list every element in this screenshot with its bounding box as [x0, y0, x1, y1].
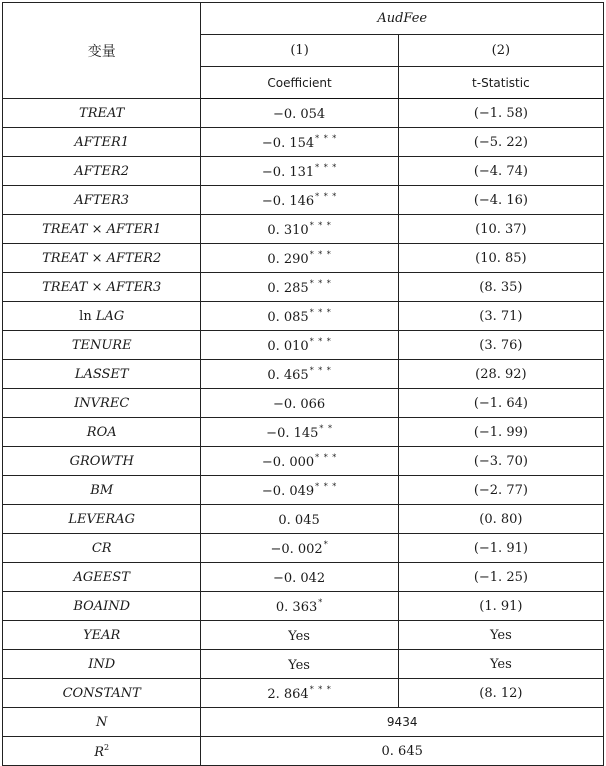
significance-stars: * * *	[309, 365, 332, 375]
variable-name	[3, 650, 201, 679]
coefficient-cell	[201, 128, 398, 157]
coefficient-cell	[201, 157, 398, 186]
table-row	[3, 186, 604, 215]
variable-name-text: AGEEST	[73, 569, 130, 585]
significance-stars: * * *	[309, 307, 332, 317]
coefficient-value: −0. 146	[261, 193, 315, 209]
t-statistic-value: (28. 92)	[398, 360, 603, 389]
variable-name-text: TENURE	[71, 337, 132, 353]
table-body	[3, 99, 604, 708]
variable-name-text: GROWTH	[69, 453, 134, 469]
coefficient-value: 0. 010	[267, 338, 309, 354]
table-row	[3, 331, 604, 360]
coefficient-value: 0. 465	[267, 367, 309, 383]
variable-name-text: AFTER3	[74, 192, 130, 208]
significance-stars: * * *	[315, 452, 338, 462]
footer-row-n	[3, 708, 604, 737]
significance-stars: *	[323, 539, 329, 549]
significance-stars: * * *	[309, 220, 332, 230]
coefficient-cell	[201, 534, 398, 563]
t-statistic-value: (−1. 91)	[398, 534, 603, 563]
t-statistic-value: (10. 37)	[398, 215, 603, 244]
r2-value: 0. 645	[201, 737, 604, 766]
significance-stars: * * *	[309, 336, 332, 346]
table-row	[3, 302, 604, 331]
coefficient-value: Yes	[288, 657, 310, 673]
coefficient-cell	[201, 273, 398, 302]
table-row	[3, 157, 604, 186]
coefficient-value: −0. 042	[272, 570, 326, 586]
coefficient-value: −0. 131	[261, 164, 315, 180]
variable-name	[3, 128, 201, 157]
table-row	[3, 447, 604, 476]
variable-header: 变量	[3, 3, 201, 99]
coefficient-cell	[201, 650, 398, 679]
variable-name	[3, 389, 201, 418]
column-2-number: (2)	[398, 35, 603, 67]
table-row	[3, 476, 604, 505]
table-footer	[3, 708, 604, 766]
t-statistic-value: (3. 76)	[398, 331, 603, 360]
variable-name	[3, 418, 201, 447]
variable-name-text: TREAT × AFTER1	[42, 221, 162, 237]
coefficient-value: 0. 045	[278, 512, 320, 528]
table-row	[3, 418, 604, 447]
significance-stars: * * *	[309, 278, 332, 288]
table-row	[3, 679, 604, 708]
coefficient-cell	[201, 621, 398, 650]
variable-name	[3, 476, 201, 505]
t-statistic-value: Yes	[398, 621, 603, 650]
table-row	[3, 650, 604, 679]
t-statistic-value: (−2. 77)	[398, 476, 603, 505]
coefficient-value: 0. 290	[267, 251, 309, 267]
variable-name	[3, 331, 201, 360]
regression-table-container	[2, 2, 604, 766]
table-row	[3, 389, 604, 418]
variable-name	[3, 592, 201, 621]
coefficient-cell	[201, 563, 398, 592]
variable-name-text: ROA	[86, 424, 117, 440]
variable-name	[3, 186, 201, 215]
coefficient-cell	[201, 302, 398, 331]
variable-name	[3, 621, 201, 650]
coefficient-cell	[201, 418, 398, 447]
t-statistic-value: (−4. 16)	[398, 186, 603, 215]
t-statistic-value: (−5. 22)	[398, 128, 603, 157]
coefficient-cell	[201, 186, 398, 215]
variable-name-text: ln LAG	[79, 308, 125, 324]
t-statistic-value: (−1. 99)	[398, 418, 603, 447]
variable-name	[3, 273, 201, 302]
variable-name-text: IND	[88, 656, 116, 672]
variable-name-text: BM	[90, 482, 114, 498]
t-statistic-value: (−4. 74)	[398, 157, 603, 186]
coefficient-cell	[201, 331, 398, 360]
coefficient-cell	[201, 505, 398, 534]
t-statistic-value: (8. 12)	[398, 679, 603, 708]
variable-name	[3, 679, 201, 708]
coefficient-value: Yes	[288, 628, 310, 644]
variable-name-text: AFTER2	[74, 163, 130, 179]
n-value: 9434	[201, 708, 604, 737]
column-2-label: t-Statistic	[398, 67, 603, 99]
coefficient-cell	[201, 476, 398, 505]
variable-name	[3, 215, 201, 244]
table-row	[3, 621, 604, 650]
variable-name-text: YEAR	[83, 627, 121, 643]
table-row	[3, 244, 604, 273]
significance-stars: * * *	[315, 191, 338, 201]
variable-name	[3, 505, 201, 534]
significance-stars: * * *	[315, 481, 338, 491]
coefficient-value: 0. 363	[275, 599, 318, 615]
n-label: N	[3, 708, 201, 737]
variable-name-text: LASSET	[74, 366, 129, 382]
dependent-variable-header: AudFee	[201, 3, 604, 35]
coefficient-value: −0. 066	[272, 396, 326, 412]
coefficient-value: 2. 864	[267, 686, 309, 702]
variable-name	[3, 534, 201, 563]
table-row	[3, 273, 604, 302]
variable-name-text: TREAT × AFTER3	[42, 279, 162, 295]
t-statistic-value: (0. 80)	[398, 505, 603, 534]
coefficient-value: −0. 145	[266, 425, 319, 441]
variable-name	[3, 244, 201, 273]
coefficient-cell	[201, 389, 398, 418]
variable-name-text: LEVERAG	[68, 511, 135, 527]
coefficient-cell	[201, 244, 398, 273]
table-row	[3, 215, 604, 244]
coefficient-cell	[201, 592, 398, 621]
t-statistic-value: (−1. 25)	[398, 563, 603, 592]
t-statistic-value: (−1. 58)	[398, 99, 603, 128]
t-statistic-value: (1. 91)	[398, 592, 603, 621]
variable-name	[3, 99, 201, 128]
significance-stars: * * *	[315, 133, 338, 143]
coefficient-value: 0. 085	[267, 309, 309, 325]
significance-stars: * * *	[315, 162, 338, 172]
significance-stars: *	[318, 597, 324, 607]
variable-name	[3, 563, 201, 592]
coefficient-value: 0. 310	[267, 222, 309, 238]
coefficient-cell	[201, 215, 398, 244]
coefficient-cell	[201, 360, 398, 389]
coefficient-cell	[201, 447, 398, 476]
header-row-dependent	[3, 3, 604, 35]
t-statistic-value: (−3. 70)	[398, 447, 603, 476]
table-row	[3, 534, 604, 563]
r2-superscript: 2	[104, 742, 110, 752]
table-row	[3, 99, 604, 128]
table-row	[3, 505, 604, 534]
t-statistic-value: Yes	[398, 650, 603, 679]
table-row	[3, 592, 604, 621]
column-1-label: Coefficient	[201, 67, 398, 99]
table-row	[3, 360, 604, 389]
variable-name-text: CONSTANT	[62, 685, 141, 701]
significance-stars: * *	[319, 423, 333, 433]
variable-name-text: CR	[91, 540, 112, 556]
t-statistic-value: (10. 85)	[398, 244, 603, 273]
variable-name-text: INVREC	[74, 395, 130, 411]
variable-name	[3, 157, 201, 186]
t-statistic-value: (3. 71)	[398, 302, 603, 331]
variable-name	[3, 302, 201, 331]
coefficient-value: −0. 154	[261, 135, 315, 151]
regression-table	[2, 2, 604, 766]
table-row	[3, 128, 604, 157]
variable-name	[3, 360, 201, 389]
significance-stars: * * *	[309, 684, 332, 694]
coefficient-value: −0. 054	[272, 106, 326, 122]
variable-name-text: TREAT	[79, 105, 125, 121]
coefficient-value: −0. 000	[261, 454, 315, 470]
coefficient-value: 0. 285	[267, 280, 309, 296]
coefficient-cell	[201, 679, 398, 708]
coefficient-value: −0. 049	[261, 483, 315, 499]
variable-name-text: BOAIND	[73, 598, 131, 614]
variable-name-text: AFTER1	[74, 134, 130, 150]
table-row	[3, 563, 604, 592]
footer-row-r2	[3, 737, 604, 766]
t-statistic-value: (8. 35)	[398, 273, 603, 302]
r2-label: R	[94, 744, 105, 760]
column-1-number: (1)	[201, 35, 398, 67]
coefficient-cell	[201, 99, 398, 128]
variable-name	[3, 447, 201, 476]
r2-label-cell	[3, 737, 201, 766]
variable-name-text: TREAT × AFTER2	[42, 250, 162, 266]
significance-stars: * * *	[309, 249, 332, 259]
coefficient-value: −0. 002	[270, 541, 323, 557]
t-statistic-value: (−1. 64)	[398, 389, 603, 418]
